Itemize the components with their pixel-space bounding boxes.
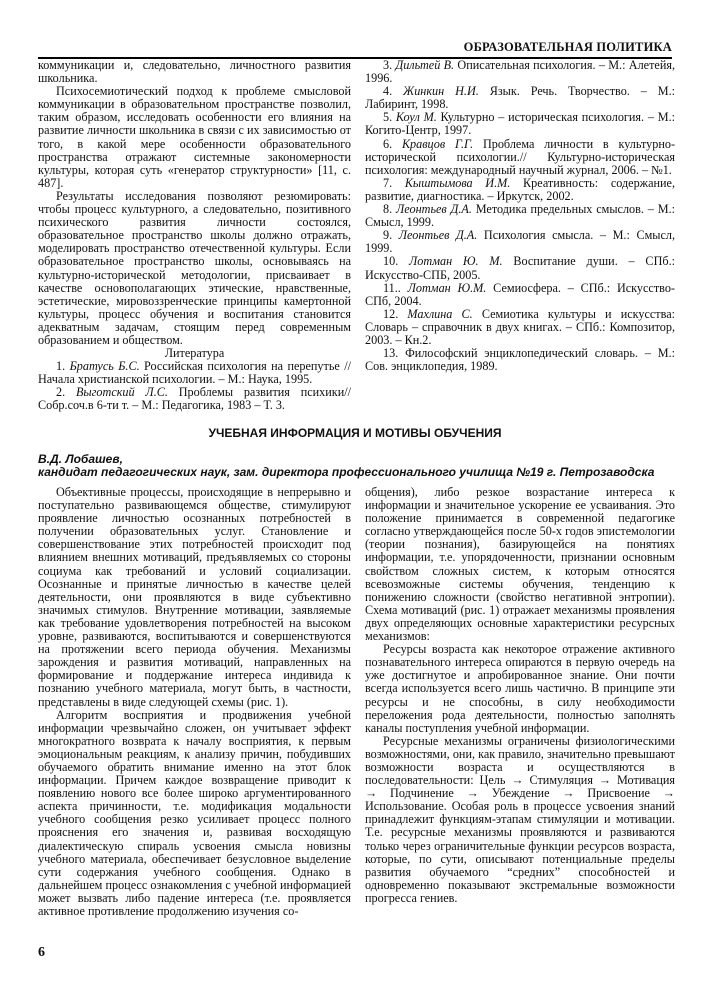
reference-number: 6.: [383, 136, 393, 151]
reference-item: [365, 85, 675, 111]
reference-author: Кыштымова И.М.: [404, 175, 511, 190]
reference-number: 11..: [383, 280, 401, 295]
article-title: УЧЕБНАЯ ИНФОРМАЦИЯ И МОТИВЫ ОБУЧЕНИЯ: [208, 426, 502, 440]
reference-text: Методика предельных смыслов. – М.: Смысл, 1999.: [365, 202, 676, 230]
paragraph: общения), либо резкое возрастание интереса к информации и значительное ускорение ее усваивания. Это положение принимается в современной педагогике согласно утверждающейся после 50-х годов эпистемологии (теории познания), базирующейся на понятиях информации, т.е. упорядоченности, признании основным свойством сложных систем, к которым относятся всевозможные системы обучения, тенденцию к понижению сложности (свойство негативной энтропии). Схема мотиваций (рис. 1) отражает механизмы проявления двух определяющих основные характеристики ресурсных механизмов:: [365, 485, 675, 644]
reference-number: 2.: [56, 385, 66, 400]
paragraph: Результаты исследования позволяют резюмировать: чтобы процесс культурного, а следовательно, позитивного психического развития личности состоялся, образовательное пространство школы должно отражать, моделировать пространство отечественной культуры. Если образовательное пространство школы, основываясь на культурно-исторической методологии, присваивает в качестве основополагающих этические, нравственные, эстетические, мировоззренческие принципы камертонной культуры, процесс обучения и воспитания становится адекватным задачам, стоящим перед современным образованием и обществом.: [38, 188, 351, 347]
literature-heading: Литература: [164, 346, 225, 361]
reference-item: [365, 59, 675, 85]
running-head: ОБРАЗОВАТЕЛЬНАЯ ПОЛИТИКА: [38, 40, 672, 59]
reference-author: Жинкин Н.И.: [403, 84, 479, 99]
reference-author: Леонтьев Д.А.: [398, 228, 478, 243]
author-affiliation: кандидат педагогических наук, зам. директора профессионального училища №19 г. Петрозаводска: [38, 465, 655, 479]
reference-number: 3.: [383, 58, 393, 72]
reference-text: Философский энциклопедический словарь. – М.: Сов. энциклопедия, 1989.: [365, 346, 675, 374]
reference-number: 8.: [383, 202, 393, 217]
reference-author: Лотман Ю.М.: [407, 280, 487, 295]
reference-text: Язык. Речь. Творчество. – М.: Лабиринт, 1998.: [365, 84, 676, 112]
reference-item: [365, 177, 675, 203]
reference-item: [365, 111, 675, 137]
reference-item: [365, 229, 675, 255]
reference-text: Проблема личности в культурно-исторической психологии.// Культурно-историческая психология: международный научный журнал, 2006. – №1.: [365, 136, 676, 177]
reference-number: 12.: [383, 306, 399, 321]
reference-author: Коул М.: [395, 110, 437, 125]
reference-text: Культурно – историческая психология. – М.: Когито-Центр, 1997.: [365, 110, 676, 138]
reference-number: 13.: [383, 346, 399, 361]
reference-number: 1.: [56, 359, 66, 374]
article-right-column: [365, 486, 675, 905]
previous-article-left-column: [38, 59, 351, 413]
reference-text: Семиотика культуры и искусства: Словарь – справочник в двух книгах. – СПб.: Композитор, 2003. – Кн.2.: [365, 306, 675, 347]
paragraph: коммуникации и, следовательно, личностного развития школьника.: [38, 58, 351, 86]
reference-text: Описательная психология. – М.: Алетейя, 1996.: [365, 58, 676, 86]
reference-number: 4.: [383, 84, 393, 99]
reference-item: [365, 203, 675, 229]
author-block: [38, 453, 698, 479]
reference-item: [365, 308, 675, 347]
reference-number: 7.: [383, 175, 393, 190]
reference-item: [38, 386, 351, 412]
article-left-column: [38, 486, 351, 918]
reference-author: Леонтьев Д.А.: [396, 202, 472, 217]
reference-item: [365, 282, 675, 308]
paragraph: Объективные процессы, происходящие в непрерывно и поступательно развивающемся обществе, стимулируют проявление личностью осознанных потребностей в получении образовательных услуг. Становление и совершенствование этих потребностей происходит под влиянием внешних мотиваций, предъявляемых со стороны социума как требований и условий социализации. Осознанные и принятые личностью в качестве целей деятельности, они проявляются в виде субъективно значимых стимулов. Внутренние мотивации, заявляемые как требование удовлетворения потребностей на высоком уровне, развиваются, воспитываются и совершенствуются на протяжении всего периода обучения. Механизмы зарождения и развития мотиваций, направленных на формирование и поддержание интереса индивида к познанию учебного материала, могут быть, в частности, представлены в виде следующей схемы (рис. 1).: [38, 485, 351, 709]
page-number: 6: [38, 945, 45, 960]
paragraph: Ресурсы возраста как некоторое отражение активного познавательного интереса опираются в первую очередь на уже достигнутое и апробированное знание. Они почти всегда используется всего лишь частично. В принципе эти ресурсы и не способны, в силу необходимости переложения рода деятельности, полностью заполнять каналы поступления учебной информации.: [365, 642, 675, 735]
reference-author: Дильтей В.: [395, 58, 455, 72]
reference-author: Лотман Ю. М.: [409, 254, 503, 269]
reference-item: [365, 255, 675, 281]
reference-number: 10.: [383, 254, 399, 269]
author-name: В.Д. Лобашев,: [38, 452, 123, 466]
reference-item: [365, 347, 675, 373]
reference-number: 5.: [383, 110, 393, 125]
paragraph: Психосемиотический подход к проблеме смысловой коммуникации в образовательном пространстве позволил, таким образом, исследовать особенности его влияния на развитие личности школьника в связи с их зависимостью от того, в какой мере особенности образовательного пространства отражают системные закономерности культуры, которая суть «генератор структурности» [11, с. 487].: [38, 84, 351, 190]
paragraph: Ресурсные механизмы ограничены физиологическими возможностями, они, как правило, значительно превышают возможности возраста и осуществляются в последовательности: Цель → Стимуляция → Мотивация → Подчинение → Убеждение → Присвоение → Использование. Особая роль в процессе усвоения знаний принадлежит функциям-этапам стимуляции и мотивации. Т.е. ресурсные механизмы проявляются и развиваются только через ограничительные функции ресурсов возраста, которые, по сути, описывают потенциальные пределы развития обучаемого “средних” способностей и одновременно показывают экстремальные возможности прогресса гениев.: [365, 733, 675, 905]
reference-text: Российская психология на перепутье // Начала христианской психологии. – М.: Наука, 1995.: [38, 359, 352, 387]
previous-article-right-column: [365, 59, 675, 373]
reference-author: Выготский Л.С.: [75, 385, 168, 400]
reference-text: Проблемы развития психики// Собр.соч.в 6-ти т. – М.: Педагогика, 1983 – Т. 3.: [38, 385, 351, 413]
reference-author: Кравцов Г.Г.: [401, 136, 474, 151]
reference-number: 9.: [383, 228, 393, 243]
reference-text: Семиосфера. – СПб.: Искусство-СПб, 2004.: [365, 280, 675, 308]
reference-text: Воспитание души. – СПб.: Искусство-СПБ, 2005.: [365, 254, 676, 282]
reference-text: Психология смысла. – М.: Смысл, 1999.: [365, 228, 676, 256]
paragraph: Алгоритм восприятия и продвижения учебной информации чрезвычайно сложен, он учитывает эффект многократного возврата к началу восприятия, к первым эмоциональным реакциям, к анализу причин, побудивших обучаемого обратить внимание именно на этот блок информации. Причем каждое возвращение приводит к появлению нового все более широко аргументированного аспекта причинности, т.е. модификация модальности учебного сообщения резко усиливает процесс полного прояснения его значения и, развивая восходящую диалектическую спираль усвоения смысла новизны учебного материала, обеспечивает безусловное выделение сути содержания учебного сообщения. Однако в дальнейшем процесс ознакомления с учебной информацией может вызвать либо падение интереса (т.е. проявляется активное противление продолжению изучения со-: [38, 707, 351, 918]
reference-item: [38, 360, 351, 386]
reference-text: Креативность: содержание, развитие, диагностика. – Иркутск, 2002.: [365, 175, 676, 203]
reference-item: [365, 138, 675, 177]
reference-author: Махлина С.: [407, 306, 473, 321]
reference-author: Братусь Б.С.: [69, 359, 140, 374]
